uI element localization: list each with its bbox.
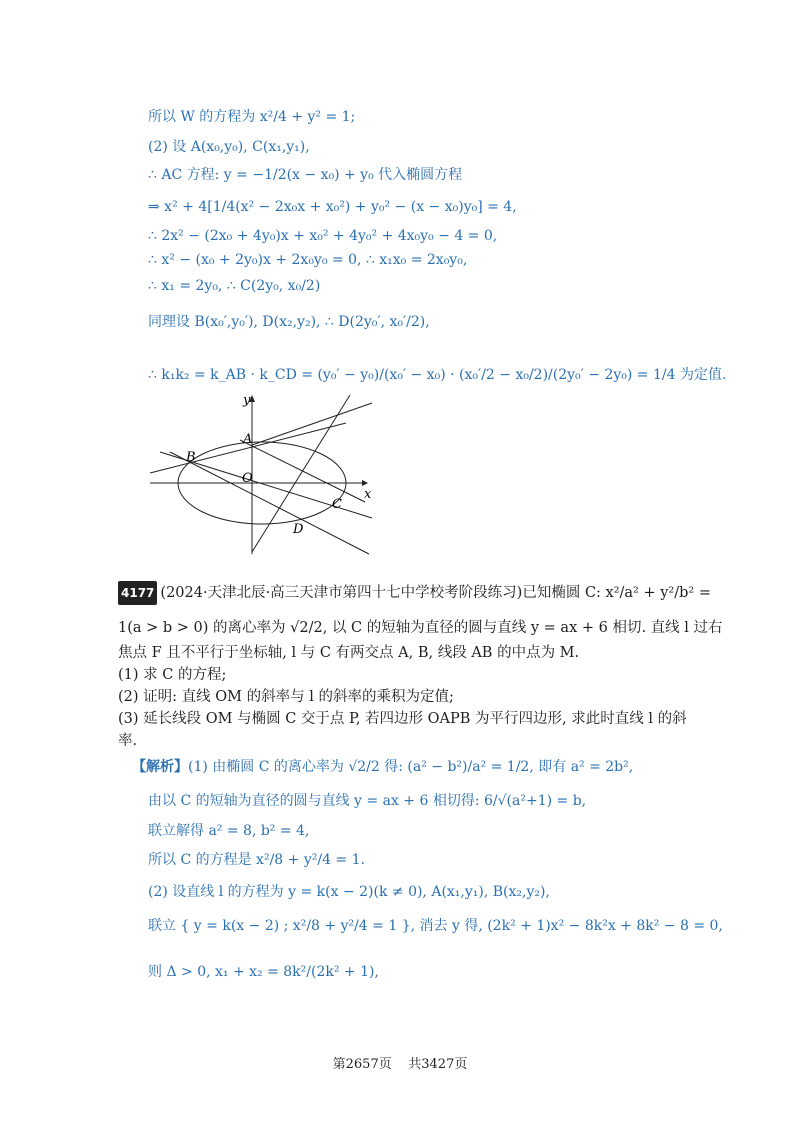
line-ac — [240, 440, 365, 502]
analysis-tag: 【解析】 — [132, 759, 188, 775]
question-1: (1) 求 C 的方程; — [118, 667, 227, 683]
label-origin: O — [242, 471, 253, 486]
label-x: x — [364, 487, 372, 502]
x-axis-arrow — [362, 480, 368, 486]
page-footer — [0, 1053, 800, 1072]
analysis-line-4: 所以 C 的方程是 x²/8 + y²/4 = 1. — [148, 852, 365, 868]
problem-stem-3: 焦点 F 且不平行于坐标轴, l 与 C 有两交点 A, B, 线段 AB 的中点为 M. — [118, 645, 580, 661]
analysis-line-2: 由以 C 的短轴为直径的圆与直线 y = ax + 6 相切得: 6/√(a²+1) = b, — [148, 793, 587, 809]
solution-line-6: ∴ x² − (x₀ + 2y₀)x + 2x₀y₀ = 0, ∴ x₁x₀ = 2x₀y₀, — [148, 252, 468, 268]
analysis-line-5: (2) 设直线 l 的方程为 y = k(x − 2)(k ≠ 0), A(x₁,y₁), B(x₂,y₂), — [148, 884, 550, 900]
solution-line-4: ⇒ x² + 4[1/4(x² − 2x₀x + x₀²) + y₀² − (x − x₀)y₀] = 4, — [148, 199, 517, 215]
analysis-text-1: (1) 由椭圆 C 的离心率为 √2/2 得: (a² − b²)/a² = 1/2, 即有 a² = 2b², — [188, 759, 634, 775]
page-number: 第2657页 — [332, 1057, 392, 1072]
line-ad — [252, 403, 372, 445]
solution-line-5: ∴ 2x² − (2x₀ + 4y₀)x + x₀² + 4y₀² + 4x₀y₀ − 4 = 0, — [148, 228, 498, 244]
solution-line-3: ∴ AC 方程: y = −1/2(x − x₀) + y₀ 代入椭圆方程 — [148, 167, 463, 183]
solution-line-9: ∴ k₁k₂ = k_AB · k_CD = (y₀′ − y₀)/(x₀′ − x₀) · (x₀′/2 − x₀/2)/(2y₀′ − 2y₀) = 1/4 为定值. — [148, 367, 727, 383]
analysis-line-7: 则 Δ > 0, x₁ + x₂ = 8k²/(2k² + 1), — [148, 964, 379, 980]
page-total: 共3427页 — [408, 1057, 468, 1072]
solution-line-1: 所以 W 的方程为 x²/4 + y² = 1; — [148, 109, 356, 125]
solution-line-2: (2) 设 A(x₀,y₀), C(x₁,y₁), — [148, 139, 310, 155]
label-y: y — [243, 393, 251, 408]
problem-header — [118, 581, 711, 605]
analysis-line-6: 联立 { y = k(x − 2) ; x²/8 + y²/4 = 1 }, 消去 y 得, (2k² + 1)x² − 8k²x + 8k² − 8 = 0, — [148, 918, 723, 934]
question-3-cont: 率. — [118, 733, 138, 749]
label-d: D — [293, 522, 304, 537]
question-2: (2) 证明: 直线 OM 的斜率与 l 的斜率的乘积为定值; — [118, 689, 454, 705]
solution-line-8: 同理设 B(x₀′,y₀′), D(x₂,y₂), ∴ D(2y₀′, x₀′/2), — [148, 314, 430, 330]
problem-stem-1: 已知椭圆 C: x²/a² + y²/b² = — [522, 585, 711, 601]
label-a: A — [243, 432, 253, 447]
problem-stem-2: 1(a > b > 0) 的离心率为 √2/2, 以 C 的短轴为直径的圆与直线 y = ax + 6 相切. 直线 l 过右 — [118, 620, 723, 636]
ellipse-figure — [140, 388, 380, 558]
question-3: (3) 延长线段 OM 与椭圆 C 交于点 P, 若四边形 OAPB 为平行四边形, 求此时直线 l 的斜 — [118, 711, 687, 727]
label-b: B — [186, 450, 196, 465]
analysis-line-1 — [132, 757, 633, 777]
problem-source: (2024·天津北辰·高三天津市第四十七中学校考阶段练习) — [160, 585, 523, 601]
analysis-line-3: 联立解得 a² = 8, b² = 4, — [148, 823, 310, 839]
solution-line-7: ∴ x₁ = 2y₀, ∴ C(2y₀, x₀/2) — [148, 278, 321, 294]
label-c: C — [332, 497, 342, 512]
problem-number: 4177 — [118, 581, 157, 605]
